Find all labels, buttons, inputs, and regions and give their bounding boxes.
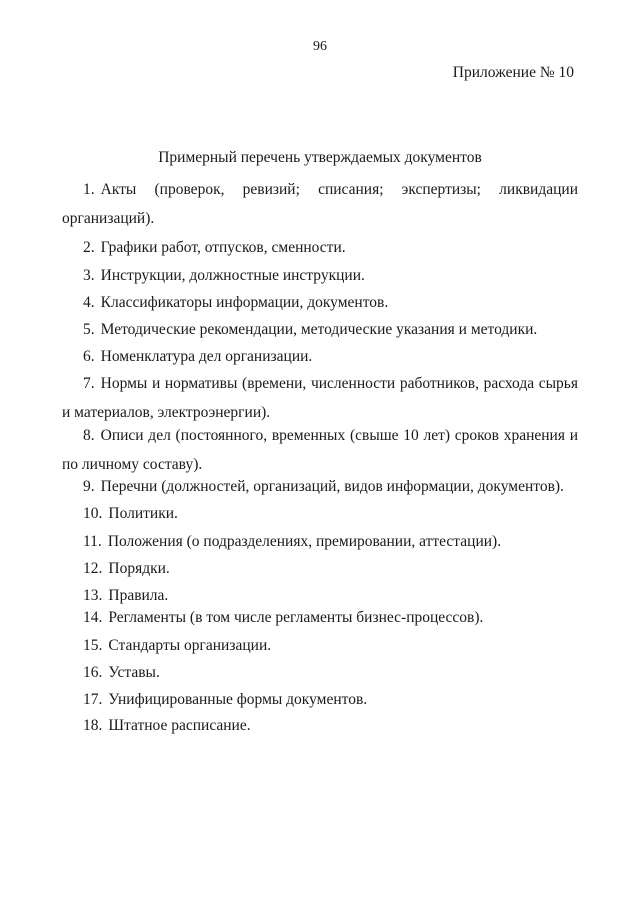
list-item	[62, 293, 578, 313]
item-text: Унифицированные формы документов.	[108, 691, 368, 708]
list-item	[62, 663, 578, 683]
item-number: 14.	[83, 609, 103, 626]
list-item	[62, 504, 578, 524]
item-text: Описи дел (постоянного, временных (свыше 10 лет) сроков хранения и	[100, 427, 578, 444]
item-number: 5.	[83, 321, 95, 338]
item-text: Акты (проверок, ревизий; списания; экспертизы; ликвидации	[100, 181, 578, 198]
item-number: 8.	[83, 427, 95, 444]
list-item	[62, 347, 578, 367]
item-number: 1.	[83, 181, 95, 198]
item-number: 13.	[83, 587, 103, 604]
appendix-label: Приложение № 10	[452, 64, 574, 81]
list-item	[62, 477, 578, 497]
page-number: 96	[313, 39, 327, 54]
item-text: Методические рекомендации, методические указания и методики.	[100, 321, 538, 338]
item-number: 3.	[83, 267, 95, 284]
list-item	[62, 180, 578, 229]
item-text-continuation: по личному составу).	[62, 456, 203, 473]
list-item	[62, 690, 578, 710]
item-text: Положения (о подразделениях, премировании, аттестации).	[107, 533, 502, 550]
list-item	[62, 586, 578, 606]
item-number: 2.	[83, 239, 95, 256]
list-item	[62, 426, 578, 475]
item-text: Порядки.	[108, 560, 170, 577]
list-item	[62, 608, 578, 628]
list-item	[62, 238, 578, 258]
item-text: Регламенты (в том числе регламенты бизнес-процессов).	[108, 609, 484, 626]
list-item	[62, 532, 578, 552]
item-number: 4.	[83, 294, 95, 311]
item-text: Правила.	[108, 587, 169, 604]
item-number: 6.	[83, 348, 95, 365]
item-number: 7.	[83, 375, 95, 392]
item-text-continuation: организаций).	[62, 210, 155, 227]
item-text: Нормы и нормативы (времени, численности работников, расхода сырья	[100, 375, 578, 392]
item-number: 17.	[83, 691, 103, 708]
item-number: 10.	[83, 505, 103, 522]
item-text: Уставы.	[108, 664, 160, 681]
list-item	[62, 636, 578, 656]
document-title: Примерный перечень утверждаемых документов	[158, 149, 482, 166]
item-text: Стандарты организации.	[108, 637, 272, 654]
item-number: 18.	[83, 717, 103, 734]
item-number: 16.	[83, 664, 103, 681]
item-text: Перечни (должностей, организаций, видов информации, документов).	[100, 478, 564, 495]
item-text: Инструкции, должностные инструкции.	[100, 267, 365, 284]
item-text: Штатное расписание.	[108, 717, 251, 734]
list-item	[62, 320, 578, 340]
list-item	[62, 716, 578, 736]
item-number: 9.	[83, 478, 95, 495]
list-item	[62, 266, 578, 286]
item-text-continuation: и материалов, электроэнергии).	[62, 404, 271, 421]
item-text: Классификаторы информации, документов.	[100, 294, 389, 311]
item-number: 15.	[83, 637, 103, 654]
item-text: Политики.	[108, 505, 178, 522]
item-text: Номенклатура дел организации.	[100, 348, 313, 365]
item-number: 11.	[83, 533, 102, 550]
item-number: 12.	[83, 560, 103, 577]
item-text: Графики работ, отпусков, сменности.	[100, 239, 346, 256]
list-item	[62, 559, 578, 579]
list-item	[62, 374, 578, 423]
